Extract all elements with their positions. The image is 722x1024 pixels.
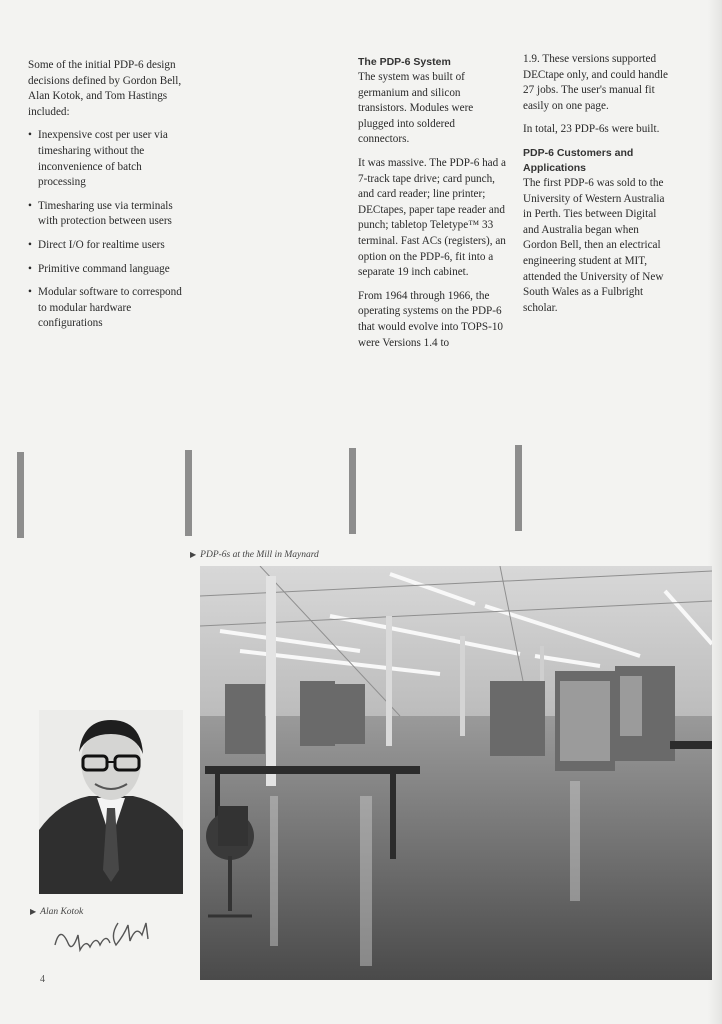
- right-column: [523, 52, 671, 324]
- pdp6-system-heading: The PDP-6 System: [358, 56, 451, 68]
- customers-heading: PDP-6 Customers and Applications: [523, 146, 634, 174]
- paragraph: From 1964 through 1966, the operating systems on the PDP-6 that would evolve into TOPS-10 were Versions 1.4 to: [358, 289, 504, 349]
- mill-photo-illustration: [200, 566, 712, 980]
- signature-icon: [50, 905, 170, 965]
- paragraph: It was massive. The PDP-6 had a 7-track tape drive; card punch, and card reader; line printer; DECtapes, paper tape reader and punch; tabletop Teletype™ 33 terminal. Fast ACs (registers), an option on the PDP-6, fit into a separate 19 inch cabinet.: [358, 156, 507, 279]
- design-decisions-list: [28, 128, 183, 332]
- gray-bar: [349, 448, 356, 534]
- caption-triangle-icon: ▶: [190, 550, 197, 559]
- intro-paragraph: Some of the initial PDP-6 design decisions defined by Gordon Bell, Alan Kotok, and Tom Hastings included:: [28, 59, 182, 118]
- list-item: • Primitive command language: [28, 262, 183, 278]
- paragraph: In total, 23 PDP-6s were built.: [523, 123, 660, 136]
- portrait-photo: [39, 710, 183, 894]
- list-item: • Modular software to correspond to modular hardware configurations: [28, 285, 183, 332]
- page-number: 4: [40, 974, 45, 985]
- portrait-caption-text: Alan Kotok: [40, 907, 84, 917]
- paragraph: 1.9. These versions supported DECtape only, and could handle 27 jobs. The user's manual fit easily on one page.: [523, 53, 668, 112]
- list-item: • Inexpensive cost per user via timesharing without the inconvenience of batch processing: [28, 128, 183, 190]
- gray-bar: [185, 450, 192, 536]
- gray-bar: [515, 445, 522, 531]
- portrait-illustration: [39, 710, 183, 894]
- mill-caption: [190, 550, 319, 560]
- list-item: • Direct I/O for realtime users: [28, 238, 183, 254]
- paragraph: The first PDP-6 was sold to the University of Western Australia in Perth. Ties between Digital and Australia began when Gordon Bell, then an electrical engineering student at MIT, attended the University of New South Wales as a Fulbright scholar.: [523, 176, 665, 314]
- paragraph: The system was built of germanium and silicon transistors. Modules were plugged into soldered connectors.: [358, 71, 474, 146]
- left-column: [28, 58, 183, 340]
- gray-bar: [17, 452, 24, 538]
- list-item: • Timesharing use via terminals with protection between users: [28, 199, 183, 230]
- mill-caption-text: PDP-6s at the Mill in Maynard: [200, 550, 319, 560]
- middle-column: [358, 55, 506, 359]
- caption-triangle-icon: ▶: [30, 907, 37, 916]
- mill-photo: [200, 566, 712, 980]
